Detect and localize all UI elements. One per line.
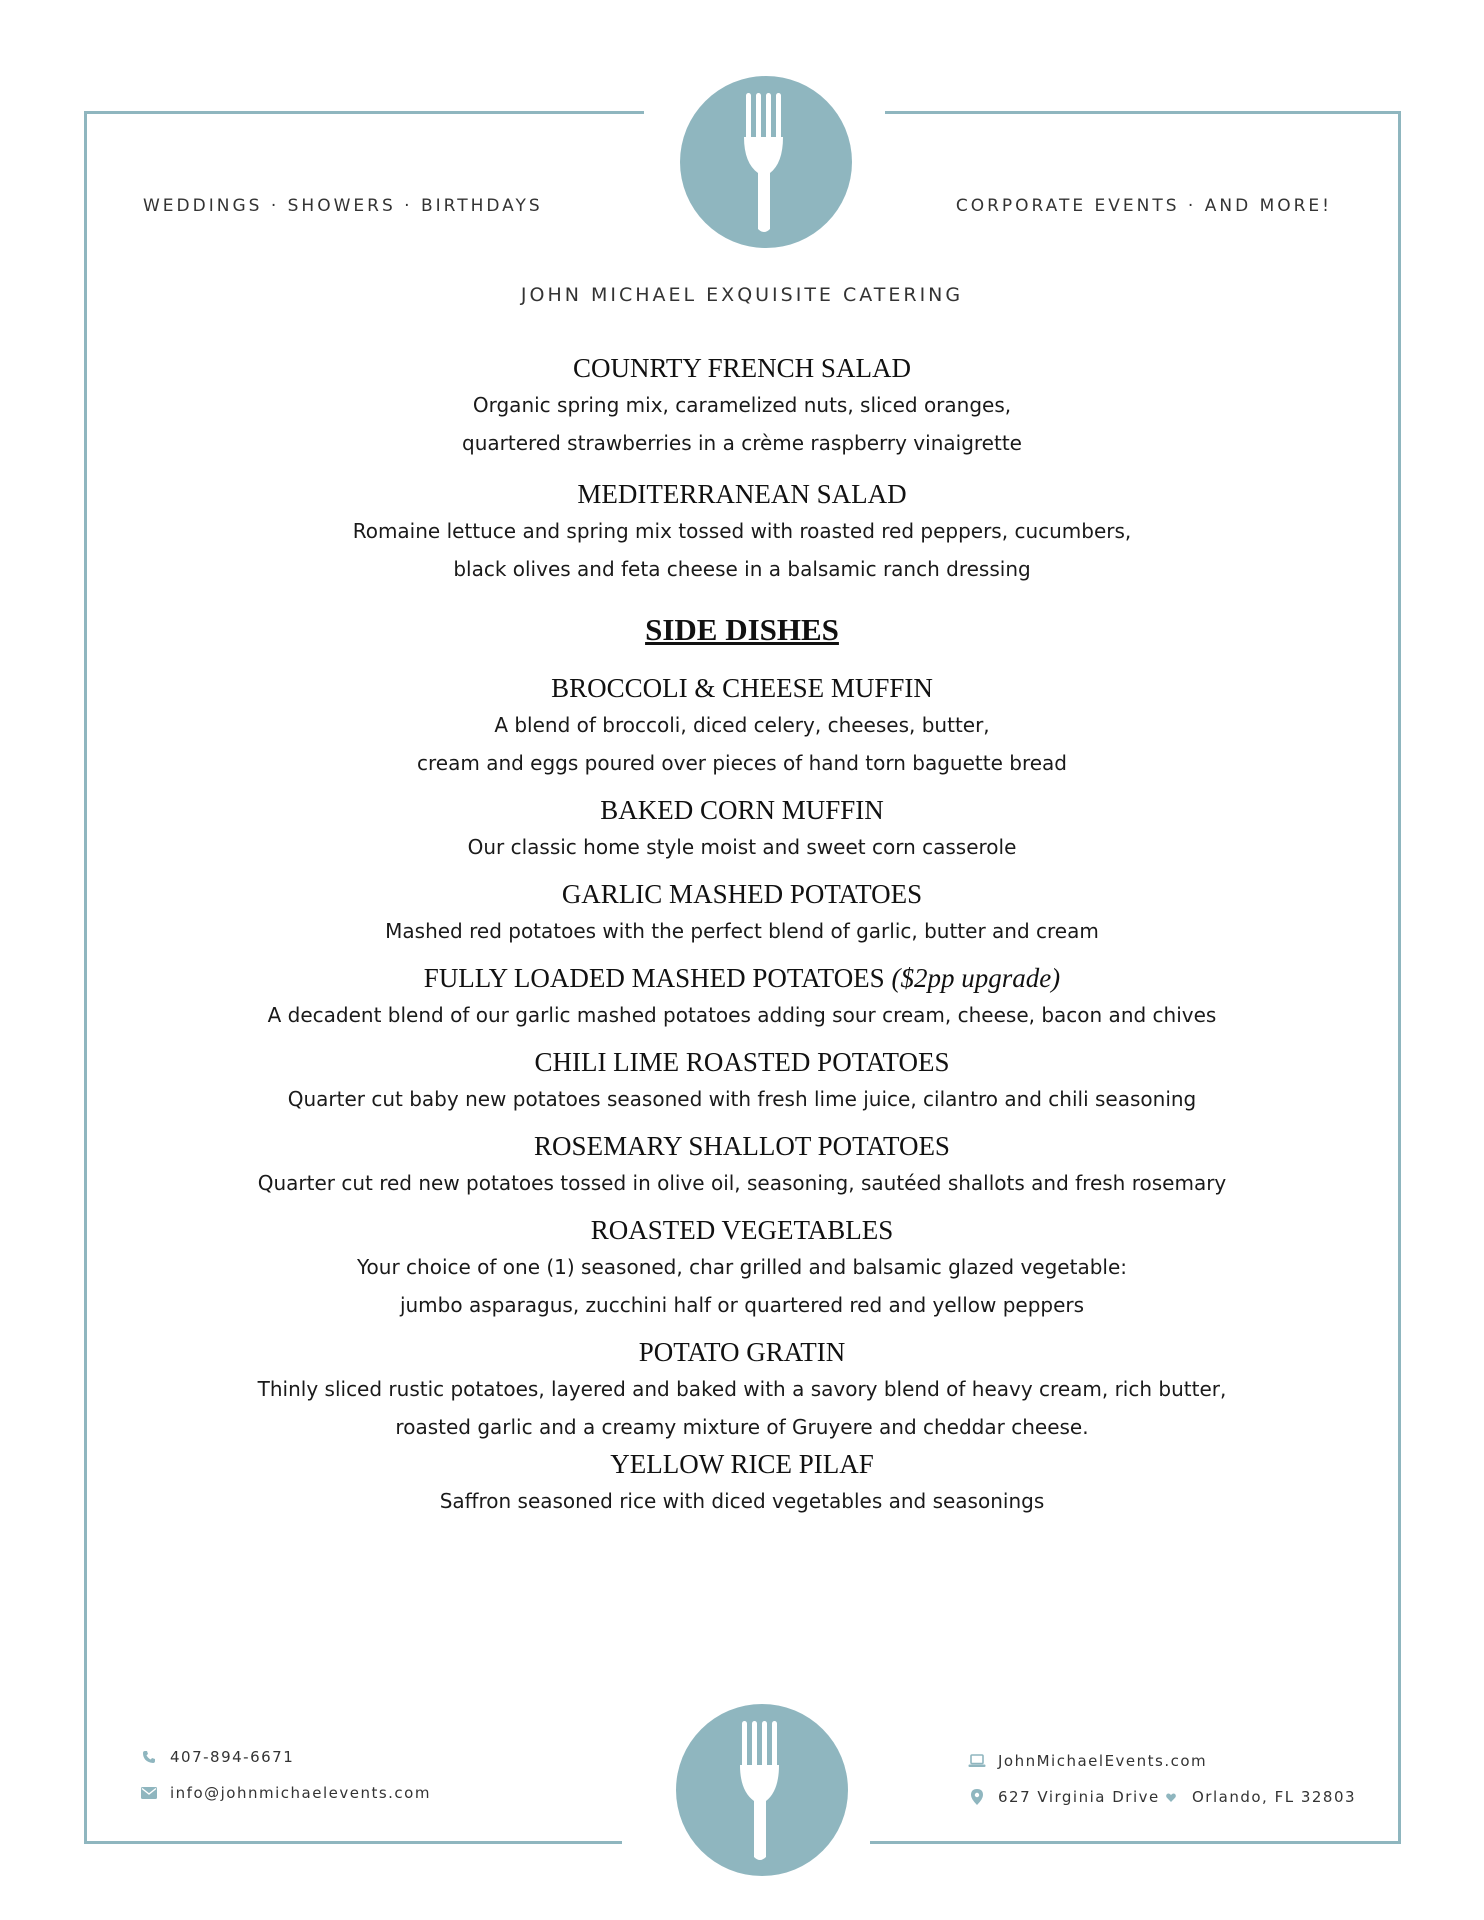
menu-content	[100, 350, 1384, 1520]
item-desc: quartered strawberries in a crème raspberry vinaigrette	[462, 431, 1022, 455]
brand-name: JOHN MICHAEL EXQUISITE CATERING	[520, 284, 964, 306]
fork-icon	[730, 1717, 794, 1863]
tagline-left: WEDDINGS · SHOWERS · BIRTHDAYS	[143, 196, 543, 216]
menu-item-side	[100, 876, 1384, 950]
contact-website	[968, 1752, 1207, 1770]
item-desc: A blend of broccoli, diced celery, cheeses, butter,	[494, 713, 990, 737]
website-link[interactable]: JohnMichaelEvents.com	[998, 1752, 1208, 1770]
item-desc: Saffron seasoned rice with diced vegetables and seasonings	[439, 1489, 1045, 1513]
street-address: 627 Virginia Drive	[998, 1788, 1160, 1806]
fork-icon	[734, 89, 798, 235]
location-pin-icon	[968, 1788, 986, 1806]
item-title: YELLOW RICE PILAF	[610, 1449, 874, 1479]
tagline-right: CORPORATE EVENTS · AND MORE!	[955, 196, 1332, 216]
menu-item-side	[100, 1044, 1384, 1118]
item-desc: Organic spring mix, caramelized nuts, sliced oranges,	[472, 393, 1012, 417]
menu-item-side	[100, 670, 1384, 782]
menu-item-side	[100, 792, 1384, 866]
item-desc: Thinly sliced rustic potatoes, layered and baked with a savory blend of heavy cream, rich butter,	[257, 1377, 1227, 1401]
item-title: COUNRTY FRENCH SALAD	[573, 353, 911, 383]
frame-bottom-right	[870, 1841, 1401, 1844]
contact-address	[968, 1788, 1160, 1806]
frame-bottom-left	[84, 1841, 622, 1844]
item-title	[100, 960, 1384, 996]
frame-left	[84, 111, 87, 1844]
item-desc: Your choice of one (1) seasoned, char grilled and balsamic glazed vegetable:	[356, 1255, 1127, 1279]
phone-icon	[140, 1748, 158, 1766]
menu-item-salad	[100, 350, 1384, 462]
item-desc: jumbo asparagus, zucchini half or quartered red and yellow peppers	[399, 1293, 1085, 1317]
contact-city	[1162, 1788, 1356, 1806]
item-desc: roasted garlic and a creamy mixture of Gruyere and cheddar cheese.	[395, 1415, 1089, 1439]
item-title: GARLIC MASHED POTATOES	[561, 879, 923, 909]
heart-icon	[1162, 1788, 1180, 1806]
contact-phone	[140, 1748, 294, 1766]
item-desc: Romaine lettuce and spring mix tossed with roasted red peppers, cucumbers,	[352, 519, 1132, 543]
menu-item-salad	[100, 476, 1384, 588]
phone-number[interactable]: 407-894-6671	[170, 1748, 295, 1766]
frame-top-left	[84, 111, 644, 114]
upgrade-note: ($2pp upgrade)	[891, 963, 1061, 993]
item-desc: Quarter cut red new potatoes tossed in olive oil, seasoning, sautéed shallots and fresh rosemary	[257, 1171, 1227, 1195]
menu-item-side	[100, 1446, 1384, 1520]
item-title-text: FULLY LOADED MASHED POTATOES	[423, 963, 885, 993]
item-title: MEDITERRANEAN SALAD	[577, 479, 907, 509]
menu-item-side	[100, 960, 1384, 1034]
email-address[interactable]: info@johnmichaelevents.com	[170, 1784, 431, 1802]
item-desc: Mashed red potatoes with the perfect blend of garlic, butter and cream	[385, 919, 1099, 943]
item-desc: Quarter cut baby new potatoes seasoned with fresh lime juice, cilantro and chili seasoning	[287, 1087, 1197, 1111]
menu-item-side	[100, 1128, 1384, 1202]
item-title: ROSEMARY SHALLOT POTATOES	[534, 1131, 950, 1161]
laptop-icon	[968, 1752, 986, 1770]
item-desc: cream and eggs poured over pieces of hand torn baguette bread	[417, 751, 1067, 775]
item-desc: A decadent blend of our garlic mashed potatoes adding sour cream, cheese, bacon and chives	[267, 1003, 1217, 1027]
top-emblem	[680, 76, 852, 248]
email-icon	[140, 1784, 158, 1802]
menu-item-side	[100, 1334, 1384, 1446]
item-desc: Our classic home style moist and sweet corn casserole	[467, 835, 1017, 859]
item-title: CHILI LIME ROASTED POTATOES	[534, 1047, 950, 1077]
item-desc: black olives and feta cheese in a balsamic ranch dressing	[453, 557, 1031, 581]
item-title: POTATO GRATIN	[638, 1337, 846, 1367]
city-state-zip: Orlando, FL 32803	[1192, 1788, 1357, 1806]
menu-item-side	[100, 1212, 1384, 1324]
item-title: BAKED CORN MUFFIN	[600, 795, 884, 825]
item-title: ROASTED VEGETABLES	[590, 1215, 894, 1245]
section-heading-side-dishes: SIDE DISHES	[645, 612, 839, 647]
frame-right	[1398, 111, 1401, 1844]
frame-top-right	[885, 111, 1401, 114]
bottom-emblem	[676, 1704, 848, 1876]
item-title: BROCCOLI & CHEESE MUFFIN	[551, 673, 933, 703]
contact-email	[140, 1784, 431, 1802]
